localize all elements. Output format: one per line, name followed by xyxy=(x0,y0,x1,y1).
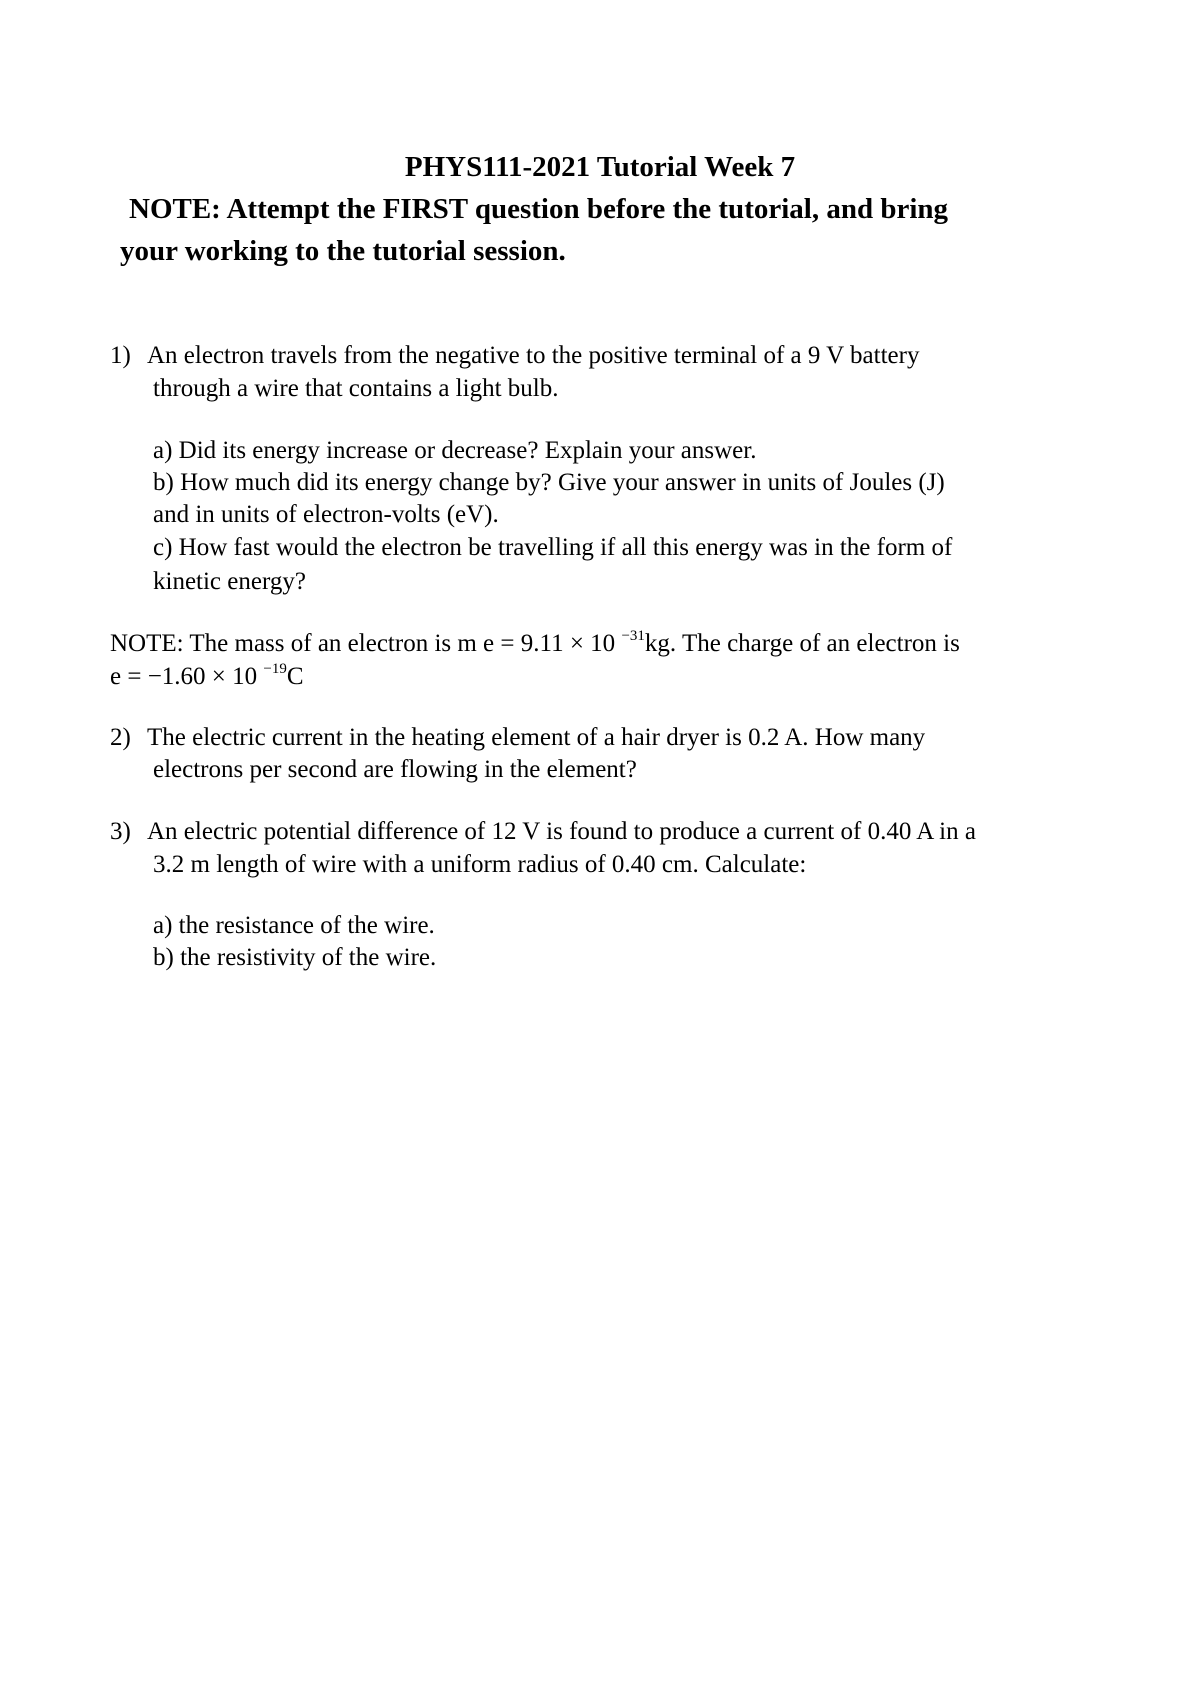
constants-note-line-2 xyxy=(110,661,304,693)
question-3a: a) the resistance of the wire. xyxy=(153,912,435,939)
question-1c-line-1: c) How fast would the electron be travelling if all this energy was in the form of xyxy=(153,534,953,561)
question-1-line-1: An electron travels from the negative to the positive terminal of a 9 V battery xyxy=(147,342,920,369)
header-note-line-1: NOTE: Attempt the FIRST question before the tutorial, and bring xyxy=(129,193,949,225)
question-1-line-2: through a wire that contains a light bulb. xyxy=(153,375,559,402)
electron-charge-exponent: −19 xyxy=(263,661,287,677)
question-3-line-2: 3.2 m length of wire with a uniform radius of 0.40 cm. Calculate: xyxy=(153,851,807,878)
header-note-line-2: your working to the tutorial session. xyxy=(120,235,566,267)
question-1a: a) Did its energy increase or decrease? Explain your answer. xyxy=(153,437,757,464)
question-3-number: 3) xyxy=(110,818,131,845)
constants-note-line-1 xyxy=(110,628,960,660)
page-title: PHYS111-2021 Tutorial Week 7 xyxy=(404,151,796,183)
question-1b-line-2: and in units of electron-volts (eV). xyxy=(153,501,499,528)
electron-charge-unit: C xyxy=(286,663,304,690)
question-1-number: 1) xyxy=(110,342,131,369)
question-2-line-1: The electric current in the heating element of a hair dryer is 0.2 A. How many xyxy=(147,724,926,751)
electron-charge-text: e = −1.60 × 10 xyxy=(110,663,264,690)
question-3-line-1: An electric potential difference of 12 V is found to produce a current of 0.40 A in a xyxy=(147,818,976,845)
question-1c-line-2: kinetic energy? xyxy=(153,568,306,595)
question-2-number: 2) xyxy=(110,724,131,751)
question-1b-line-1: b) How much did its energy change by? Give your answer in units of Joules (J) xyxy=(153,469,945,496)
question-2-line-2: electrons per second are flowing in the element? xyxy=(153,756,637,783)
question-3b: b) the resistivity of the wire. xyxy=(153,944,437,971)
electron-mass-text: NOTE: The mass of an electron is m e = 9.11 × 10 xyxy=(110,630,622,657)
electron-charge-label: kg. The charge of an electron is xyxy=(644,630,960,657)
electron-mass-exponent: −31 xyxy=(621,628,645,644)
document-header xyxy=(120,146,1080,272)
